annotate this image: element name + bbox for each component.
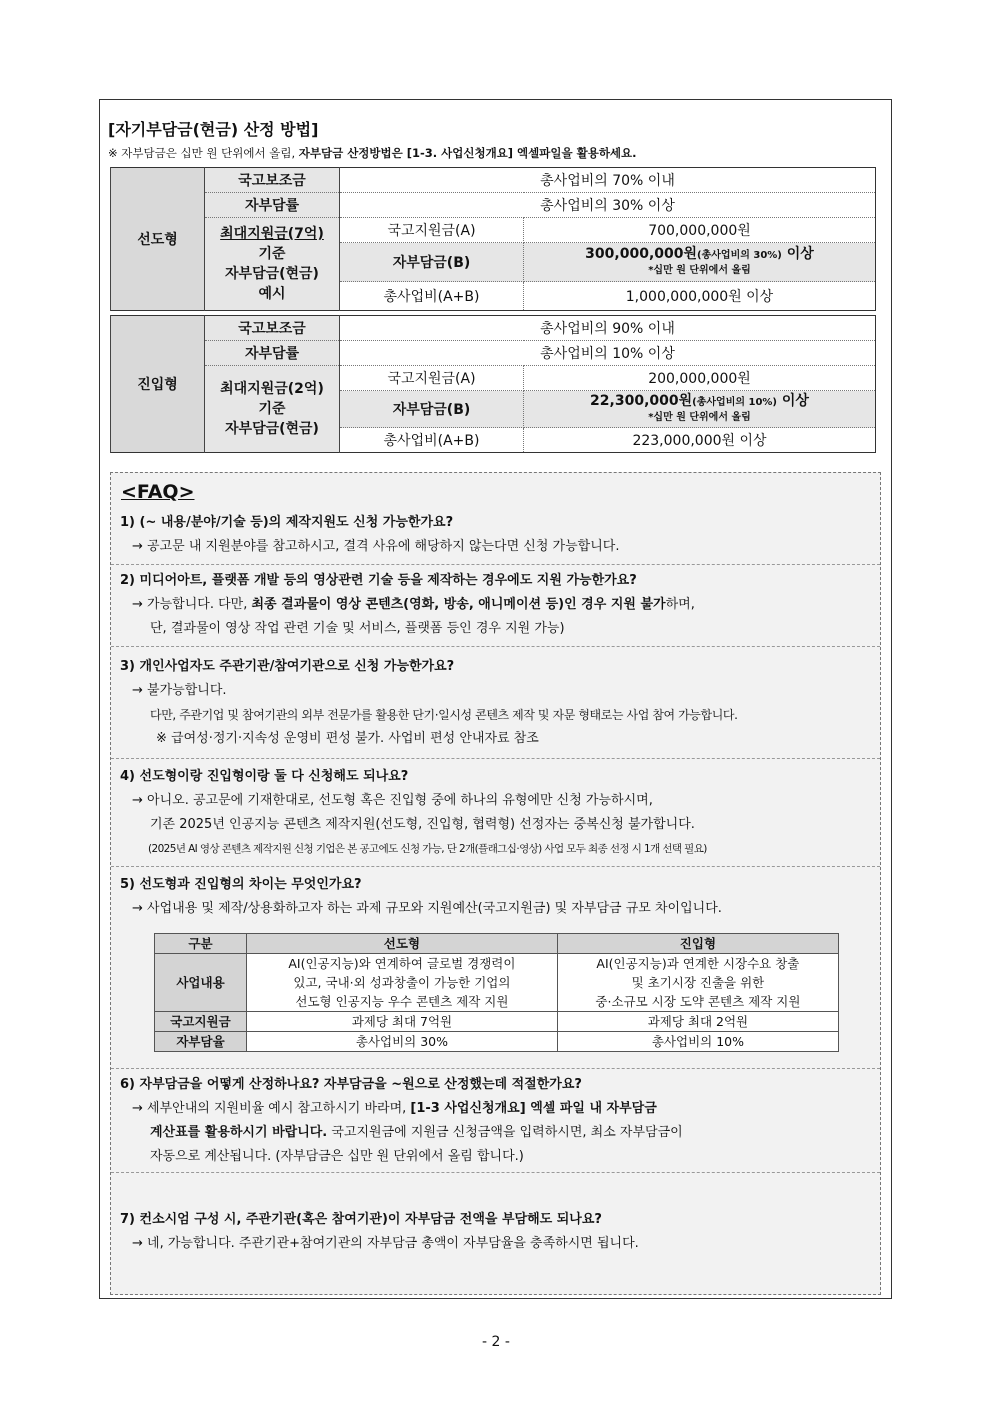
- faq-title: <FAQ>: [121, 481, 195, 503]
- entry-type-table: [110, 315, 876, 453]
- faq-answer-2: → 가능합니다. 다만, 최종 결과물이 영상 콘텐츠(영화, 방송, 애니메이션 등)인 경우 지원 불가하며,: [132, 597, 695, 612]
- faq-box: [110, 472, 881, 1295]
- cmp-row-content-entry: AI(인공지능)과 연계한 시장수요 창출 및 초기시장 진출을 위한 중·소규모 시장 도약 콘텐츠 제작 지원: [557, 954, 838, 1012]
- entry-subsidy-label: 국고보조금: [205, 316, 340, 341]
- comparison-table: [154, 933, 839, 1052]
- cmp-header-leading: 선도형: [247, 934, 558, 954]
- faq-item-4: [111, 765, 880, 867]
- faq-question-2: 2) 미디어아트, 플랫폼 개발 등의 영상관련 기술 등을 제작하는 경우에도 지원 가능한가요?: [120, 573, 637, 588]
- faq-answer-6-note: 자동으로 계산됩니다. (자부담금은 십만 원 단위에서 올림 합니다.): [150, 1149, 524, 1164]
- faq-answer-4-detail: 기존 2025년 인공지능 콘텐츠 제작지원(선도형, 진입형, 협력형) 선정자는 중복신청 불가합니다.: [150, 817, 695, 832]
- leading-type-label: 선도형: [111, 168, 205, 311]
- entry-row-a-label: 국고지원금(A): [340, 366, 524, 391]
- faq-answer-4-note: (2025년 AI 영상 콘텐츠 제작지원 신청 기업은 본 공고에도 신청 가능, 단 2개(플래그십·영상) 사업 모두 최종 선정 시 1개 선택 필요): [148, 843, 707, 855]
- faq-answer-3: → 불가능합니다.: [132, 683, 227, 698]
- faq-question-1: 1) (~ 내용/분야/기술 등)의 제작지원도 신청 가능한가요?: [120, 515, 454, 530]
- faq-answer-7: → 네, 가능합니다. 주관기관+참여기관의 자부담금 총액이 자부담율을 충족하시면 됩니다.: [132, 1236, 639, 1251]
- leading-example-label: 최대지원금(7억) 기준 자부담금(현금) 예시: [205, 218, 340, 311]
- entry-ratio-label: 자부담률: [205, 341, 340, 366]
- faq-answer-4: → 아니오. 공고문에 기재한대로, 선도형 혹은 진입형 중에 하나의 유형에만 신청 가능하시며,: [132, 793, 653, 808]
- cmp-row-ratio-label: 자부담율: [155, 1032, 247, 1052]
- page-number: - 2 -: [482, 1334, 510, 1350]
- leading-ratio-label: 자부담률: [205, 193, 340, 218]
- entry-subsidy-value: 총사업비의 90% 이내: [340, 316, 876, 341]
- faq-item-6: [111, 1073, 880, 1173]
- leading-row-b-value: 300,000,000원(총사업비의 30%) 이상 *십만 원 단위에서 올림: [524, 243, 876, 282]
- faq-question-7: 7) 컨소시엄 구성 시, 주관기관(혹은 참여기관)이 자부담금 전액을 부담해도 되나요?: [120, 1212, 602, 1227]
- leading-total-label: 총사업비(A+B): [340, 282, 524, 311]
- faq-answer-2-note: 단, 결과물이 영상 작업 관련 기술 및 서비스, 플랫폼 등인 경우 지원 가능): [150, 621, 565, 636]
- leading-ratio-value: 총사업비의 30% 이상: [340, 193, 876, 218]
- section-note: ※ 자부담금은 십만 원 단위에서 올림, 자부담금 산정방법은 [1-3. 사업신청개요] 엑셀파일을 활용하세요.: [108, 146, 637, 160]
- cmp-row-content-leading: AI(인공지능)와 연계하여 글로벌 경쟁력이 있고, 국내·외 성과창출이 가능한 기업의 선도형 인공지능 우수 콘텐츠 제작 지원: [247, 954, 558, 1012]
- faq-question-4: 4) 선도형이랑 진입형이랑 둘 다 신청해도 되나요?: [120, 769, 409, 784]
- faq-answer-1: → 공고문 내 지원분야를 참고하시고, 결격 사유에 해당하지 않는다면 신청 가능합니다.: [132, 539, 620, 554]
- faq-answer-6-detail: 계산표를 활용하시기 바랍니다. 국고지원금에 지원금 신청금액을 입력하시면, 최소 자부담금이: [150, 1125, 683, 1140]
- cmp-row-subsidy-leading: 과제당 최대 7억원: [247, 1012, 558, 1032]
- entry-type-label: 진입형: [111, 316, 205, 453]
- leading-row-a-value: 700,000,000원: [524, 218, 876, 243]
- faq-item-7: [111, 1208, 880, 1294]
- faq-answer-3-note: ※ 급여성·정기·지속성 운영비 편성 불가. 사업비 편성 안내자료 참조: [156, 731, 539, 746]
- cmp-row-content-label: 사업내용: [155, 954, 247, 1012]
- cmp-header-category: 구분: [155, 934, 247, 954]
- faq-item-2: [111, 569, 880, 647]
- entry-row-b-label: 자부담금(B): [340, 391, 524, 428]
- section-title: [자기부담금(현금) 산정 방법]: [108, 120, 319, 139]
- entry-ratio-value: 총사업비의 10% 이상: [340, 341, 876, 366]
- cmp-row-subsidy-entry: 과제당 최대 2억원: [557, 1012, 838, 1032]
- cmp-row-ratio-entry: 총사업비의 10%: [557, 1032, 838, 1052]
- leading-row-b-label: 자부담금(B): [340, 243, 524, 282]
- cmp-row-subsidy-label: 국고지원금: [155, 1012, 247, 1032]
- faq-question-6: 6) 자부담금을 어떻게 산정하나요? 자부담금을 ~원으로 산정했는데 적절한가요?: [120, 1077, 582, 1092]
- faq-item-3: [111, 655, 880, 759]
- entry-row-a-value: 200,000,000원: [524, 366, 876, 391]
- faq-answer-3-detail: 다만, 주관기업 및 참여기관의 외부 전문가를 활용한 단기·일시성 콘텐츠 제작 및 자문 형태로는 사업 참여 가능합니다.: [150, 708, 738, 722]
- faq-item-1: [111, 511, 880, 565]
- leading-type-table: [110, 167, 876, 311]
- leading-subsidy-value: 총사업비의 70% 이내: [340, 168, 876, 193]
- entry-total-label: 총사업비(A+B): [340, 428, 524, 453]
- cmp-row-ratio-leading: 총사업비의 30%: [247, 1032, 558, 1052]
- faq-answer-5: → 사업내용 및 제작/상용화하고자 하는 과제 규모와 지원예산(국고지원금) 및 자부담금 규모 차이입니다.: [132, 901, 722, 916]
- leading-total-value: 1,000,000,000원 이상: [625, 289, 774, 305]
- entry-example-label: 최대지원금(2억) 기준 자부담금(현금): [205, 366, 340, 453]
- leading-row-a-label: 국고지원금(A): [340, 218, 524, 243]
- entry-total-value: 223,000,000원 이상: [632, 433, 767, 449]
- faq-question-5: 5) 선도형과 진입형의 차이는 무엇인가요?: [120, 877, 362, 892]
- faq-answer-6: → 세부안내의 지원비율 예시 참고하시기 바라며, [1-3 사업신청개요] 엑셀 파일 내 자부담금: [132, 1101, 657, 1116]
- entry-row-b-value: 22,300,000원(총사업비의 10%) 이상 *십만 원 단위에서 올림: [524, 391, 876, 428]
- cmp-header-entry: 진입형: [557, 934, 838, 954]
- faq-question-3: 3) 개인사업자도 주관기관/참여기관으로 신청 가능한가요?: [120, 659, 455, 674]
- leading-subsidy-label: 국고보조금: [205, 168, 340, 193]
